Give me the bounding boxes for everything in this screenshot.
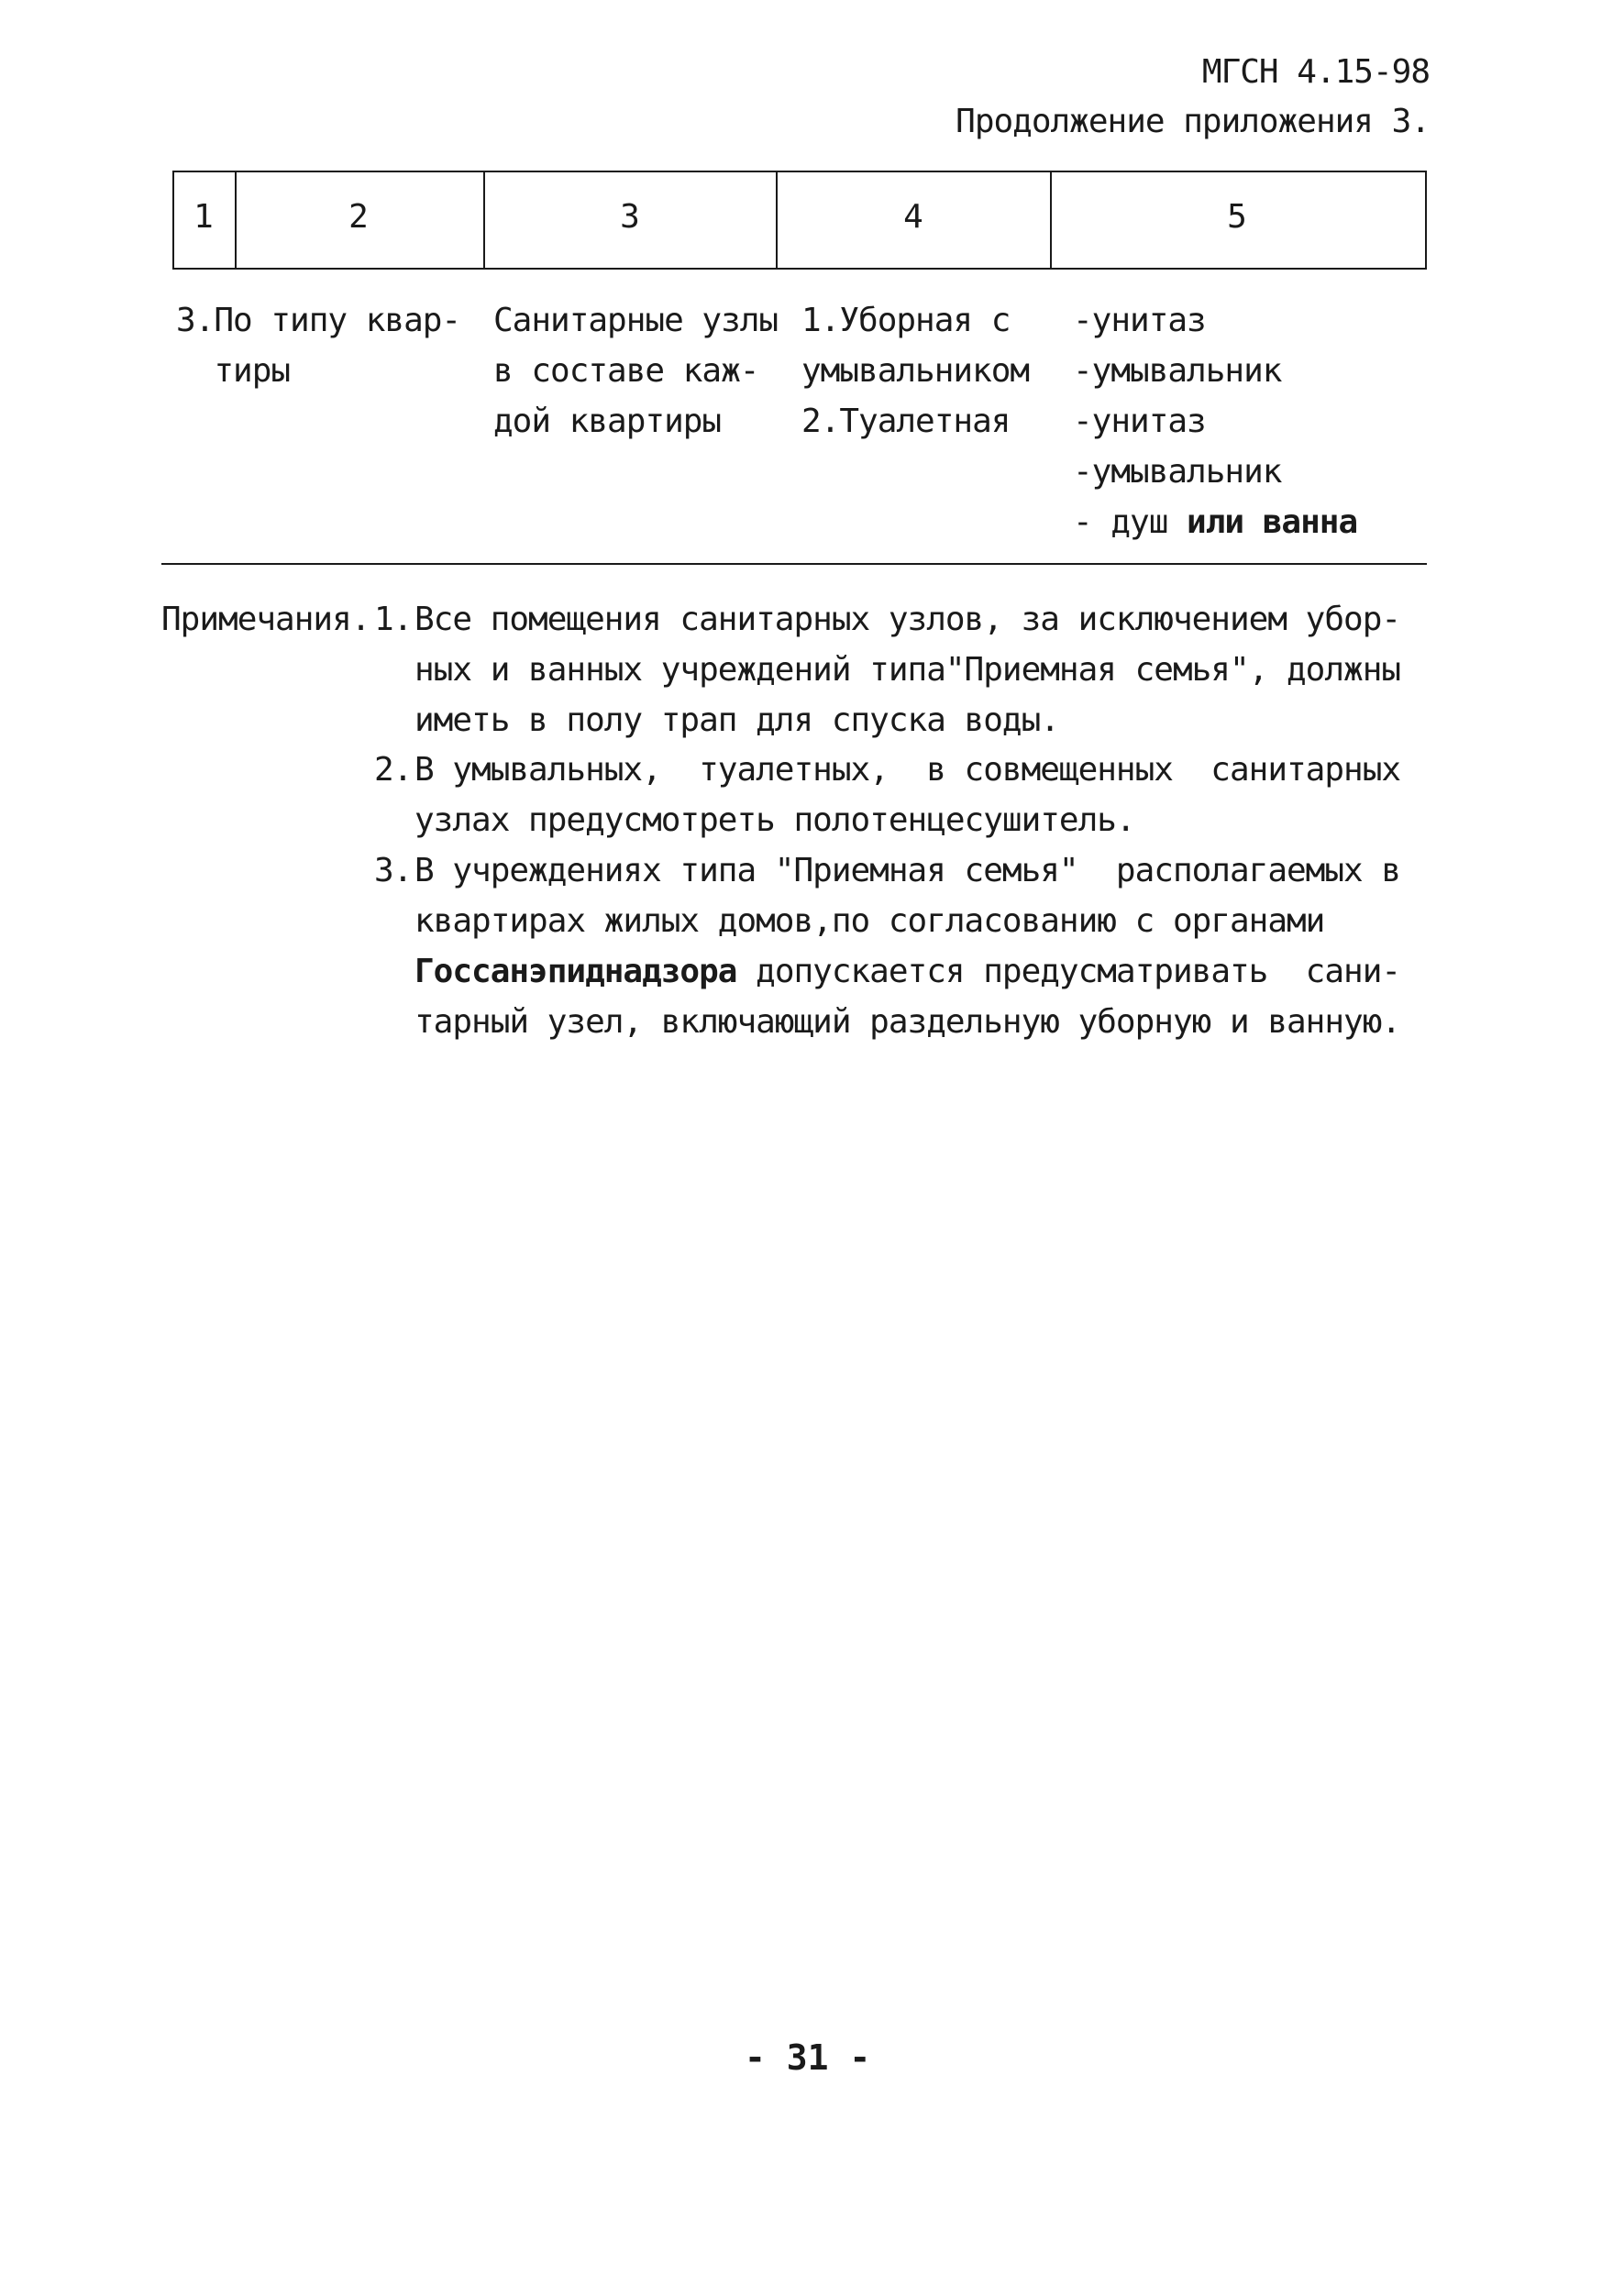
cell-text: - душ <box>1073 503 1188 541</box>
cell-line: 1.Уборная с <box>801 302 1011 339</box>
column-number-5: 5 <box>1227 198 1247 236</box>
table-cell-col5 <box>1073 295 1357 547</box>
cell-line-last <box>1073 497 1357 547</box>
cell-line: -унитаз <box>1073 302 1206 339</box>
note-number-1: 1. <box>374 601 413 638</box>
note-line: тарный узел, включающий раздельную уборную и ванную. <box>414 1003 1401 1041</box>
note-line: узлах предусмотреть полотенцесушитель. <box>414 801 1135 839</box>
cell-line: 2.Туалетная <box>801 403 1011 440</box>
cell-line: умывальником <box>801 352 1030 390</box>
note-line: квартирах жилых домов,по согласованию с органами <box>414 902 1325 940</box>
table-cell-col4 <box>801 295 1029 447</box>
cell-line: -унитаз <box>1073 403 1206 440</box>
cell-line: в составе каж- <box>493 352 759 390</box>
note-line: иметь в полу трап для спуска воды. <box>414 701 1059 739</box>
table-cell-col3 <box>493 295 778 447</box>
cell-line: тиры <box>176 352 291 390</box>
cell-line: дой квартиры <box>493 403 722 440</box>
note-line: Все помещения санитарных узлов, за исключением убор- <box>414 601 1401 638</box>
note-item-2 <box>414 745 1400 845</box>
note-line: В умывальных, туалетных, в совмещенных санитарных <box>414 751 1401 789</box>
note-line <box>414 946 1400 997</box>
cell-line: -умывальник <box>1073 352 1282 390</box>
note-text: допускается предусматривать сани- <box>736 953 1401 990</box>
cell-line: 3.По типу квар- <box>176 302 461 339</box>
cell-line: Санитарные узлы <box>493 302 779 339</box>
continuation-label: Продолжение приложения 3. <box>956 103 1430 140</box>
notes-label: Примечания. <box>161 601 370 638</box>
column-number-2: 2 <box>348 198 369 236</box>
note-line: ных и ванных учреждений типа"Приемная семья", должны <box>414 651 1401 689</box>
column-number-3: 3 <box>620 198 640 236</box>
note-item-3 <box>414 845 1400 1047</box>
note-number-3: 3. <box>374 852 413 889</box>
note-number-2: 2. <box>374 751 413 789</box>
column-number-4: 4 <box>903 198 923 236</box>
page-number: - 31 - <box>745 2037 871 2078</box>
column-number-1: 1 <box>193 198 214 236</box>
table-bottom-rule <box>161 563 1427 565</box>
note-item-1 <box>414 594 1400 745</box>
note-line: В учреждениях типа "Приемная семья" располагаемых в <box>414 852 1401 889</box>
document-code: МГСН 4.15-98 <box>1201 53 1430 91</box>
cell-line: -умывальник <box>1073 453 1282 491</box>
table-cell-col2 <box>176 295 460 396</box>
cell-bold-text: или ванна <box>1187 503 1358 541</box>
note-bold-word: Госсанэпиднадзора <box>414 953 737 990</box>
